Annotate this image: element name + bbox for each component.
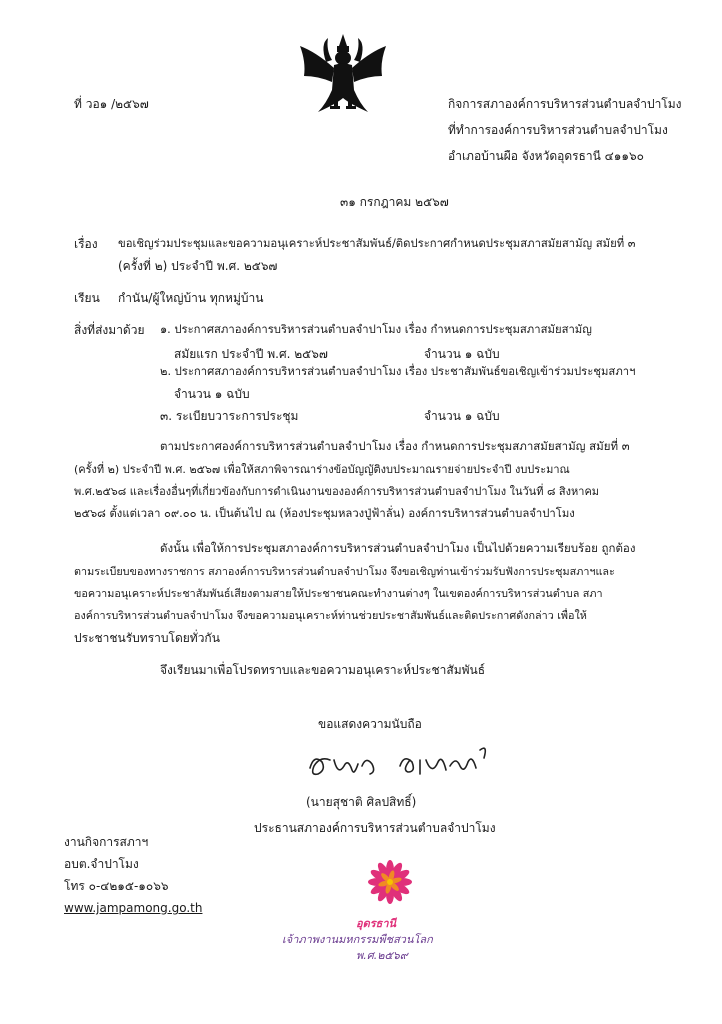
enclosure-item-2-line-2: จำนวน ๑ ฉบับ	[174, 387, 250, 401]
paragraph-1-line-4: ๒๕๖๘ ตั้งแต่เวลา ๐๙.๐๐ น. เป็นต้นไป ณ (ห้องประชุมหลวงปู่ฟ้าลั่น) องค์การบริหารส่วนตำบลจำปาโมง	[74, 507, 575, 520]
paragraph-1-line-3: พ.ศ.๒๕๖๘ และเรื่องอื่นๆที่เกี่ยวข้องกับการดำเนินงานขององค์การบริหารส่วนตำบลจำปาโมง ในวันที่ ๘ สิงหาคม	[74, 485, 600, 498]
enclosure-item-3-qty: จำนวน ๑ ฉบับ	[424, 409, 500, 423]
enclosure-item-1-line-1: ๑. ประกาศสภาองค์การบริหารส่วนตำบลจำปาโมง เรื่อง กำหนดการประชุมสภาสมัยสามัญ	[160, 323, 592, 336]
subject-line-2: (ครั้งที่ ๒) ประจำปี พ.ศ. ๒๕๖๗	[118, 259, 278, 273]
logo-line-1: อุดรธานี	[356, 917, 397, 930]
recipient-text: กำนัน/ผู้ใหญ่บ้าน ทุกหมู่บ้าน	[118, 291, 264, 305]
subject-label: เรื่อง	[74, 237, 98, 251]
logo-line-3: พ.ศ.๒๕๖๙	[356, 949, 408, 962]
logo-line-2: เจ้าภาพงานมหกรรมพืชสวนโลก	[282, 933, 433, 946]
subject-line-1: ขอเชิญร่วมประชุมและขอความอนุเคราะห์ประชาสัมพันธ์/ติดประกาศกำหนดประชุมสภาสมัยสามัญ สมัยที่ ๓	[118, 237, 636, 250]
closing-request: จึงเรียนมาเพื่อโปรดทราบและขอความอนุเคราะห์ประชาสัมพันธ์	[160, 663, 486, 677]
signatory-position: ประธานสภาองค์การบริหารส่วนตำบลจำปาโมง	[254, 821, 496, 835]
signatory-name: (นายสุชาติ ศิลปสิทธิ์)	[306, 795, 417, 809]
flower-logo-icon	[330, 860, 450, 916]
sender-line-1: กิจการสภาองค์การบริหารส่วนตำบลจำปาโมง	[448, 97, 682, 111]
handwritten-signature	[300, 736, 510, 786]
recipient-label: เรียน	[74, 291, 100, 305]
sender-line-3: อำเภอบ้านผือ จังหวัดอุดรธานี ๔๑๑๖๐	[448, 149, 644, 163]
paragraph-1-line-1: ตามประกาศองค์การบริหารส่วนตำบลจำปาโมง เรื่อง กำหนดการประชุมสภาสมัยสามัญ สมัยที่ ๓	[160, 439, 630, 453]
signoff-greeting: ขอแสดงความนับถือ	[318, 717, 422, 731]
enclosure-item-3-line-1: ๓. ระเบียบวาระการประชุม	[160, 409, 299, 423]
paragraph-2-line-2: ตามระเบียบของทางราชการ สภาองค์การบริหารส่วนตำบลจำปาโมง จึงขอเชิญท่านเข้าร่วมรับฟังการประชุมสภาฯและ	[74, 565, 615, 578]
letter-date: ๓๑ กรกฎาคม ๒๕๖๗	[340, 195, 449, 209]
enclosure-item-1-qty: จำนวน ๑ ฉบับ	[424, 347, 500, 361]
paragraph-2-line-3: ขอความอนุเคราะห์ประชาสัมพันธ์เสียงตามสายให้ประชาชนคณะทำงานต่างๆ ในเขตองค์การบริหารส่วนตำบล สภา	[74, 587, 603, 600]
paragraph-2-line-5: ประชาชนรับทราบโดยทั่วกัน	[74, 631, 220, 645]
enclosure-item-1-line-2: สมัยแรก ประจำปี พ.ศ. ๒๕๖๗	[174, 347, 328, 361]
sender-line-2: ที่ทำการองค์การบริหารส่วนตำบลจำปาโมง	[448, 123, 668, 137]
footer-website-link[interactable]: www.jampamong.go.th	[64, 901, 203, 915]
paragraph-1-line-2: (ครั้งที่ ๒) ประจำปี พ.ศ. ๒๕๖๗ เพื่อให้สภาพิจารณาร่างข้อบัญญัติงบประมาณรายจ่ายประจำปี งบประมาณ	[74, 463, 570, 476]
document-number: ที่ วอ๑ /๒๕๖๗	[74, 97, 149, 111]
garuda-emblem-icon	[296, 32, 390, 116]
footer-website-wrap	[64, 900, 202, 916]
footer-department: งานกิจการสภาฯ	[64, 835, 149, 849]
footer-phone: โทร ๐-๔๒๑๕-๑๐๖๖	[64, 879, 169, 893]
paragraph-2-line-4: องค์การบริหารส่วนตำบลจำปาโมง จึงขอความอนุเคราะห์ท่านช่วยประชาสัมพันธ์และติดประกาศดังกล่าว เพื่อให้	[74, 609, 587, 622]
footer-organization: อบต.จำปาโมง	[64, 857, 139, 871]
enclosures-label: สิ่งที่ส่งมาด้วย	[74, 323, 145, 337]
paragraph-2-line-1: ดังนั้น เพื่อให้การประชุมสภาองค์การบริหารส่วนตำบลจำปาโมง เป็นไปด้วยความเรียบร้อย ถูกต้อง	[160, 541, 636, 555]
enclosure-item-2-line-1: ๒. ประกาศสภาองค์การบริหารส่วนตำบลจำปาโมง เรื่อง ประชาสัมพันธ์ขอเชิญเข้าร่วมประชุมสภาฯ	[160, 365, 636, 378]
